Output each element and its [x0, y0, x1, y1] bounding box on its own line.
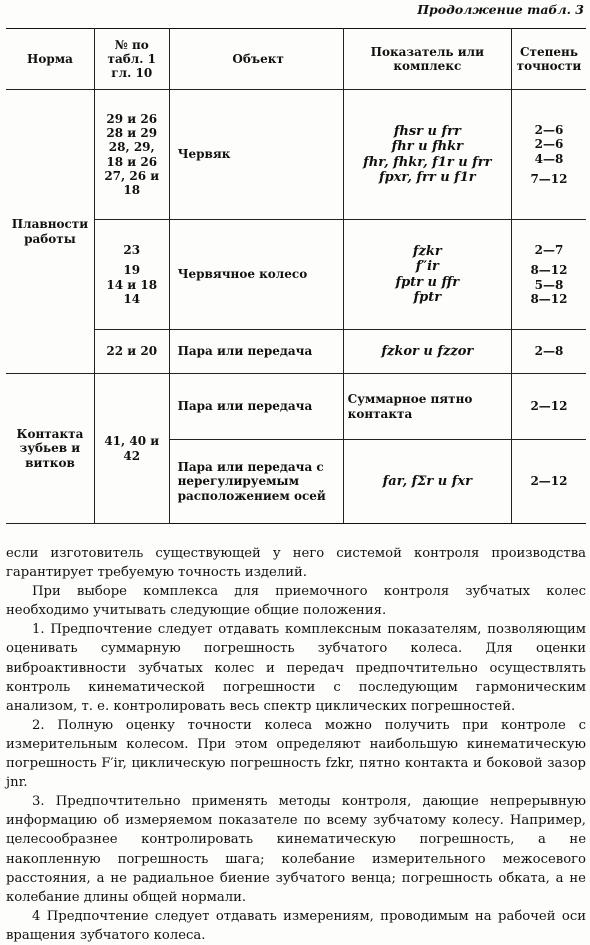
worm-degrees: [511, 90, 586, 220]
degree-value: 2—7: [534, 243, 564, 258]
wheel-indicators: [343, 220, 511, 330]
header-degree: Степень точности: [511, 29, 586, 90]
running-head: Продолжение табл. 3: [417, 2, 584, 17]
worm-refs: [94, 90, 169, 220]
degree-value: 4—8: [534, 151, 564, 166]
unregulated-indicator: [343, 440, 511, 524]
body-text: [6, 544, 586, 945]
norm-contact: Контакта зубьев и витков: [6, 374, 94, 524]
indicator-value: fptr и ffr: [395, 274, 460, 290]
unregulated-degree: 2—12: [511, 440, 586, 524]
header-ref: № по табл. 1 гл. 10: [94, 29, 169, 90]
pair-indicator: [343, 330, 511, 374]
paragraph: 4 Предпочтение следует отдавать измерениям, проводимым на рабочей оси вращения зубчатого колеса.: [6, 908, 586, 943]
indicator-value: fhr и fhkr: [391, 139, 463, 155]
indicator-value: far, fΣr и fxr: [382, 473, 472, 489]
contact-degree: 2—12: [511, 374, 586, 440]
object-unregulated-pair: Пара или передача с нерегулируемым расположением осей: [169, 440, 343, 524]
table-header-row: [6, 29, 586, 90]
wheel-degrees: [511, 220, 586, 330]
norm-smoothness: Плавности работы: [6, 90, 94, 374]
degree-value: 5—8: [534, 277, 564, 292]
degree-value: 8—12: [530, 291, 568, 306]
indicator-value: f″ir: [415, 259, 439, 275]
ref-value: 19: [123, 263, 141, 278]
paragraph: 3. Предпочтительно применять методы контроля, дающие непрерывную информацию об измеряемом показателе по всему зубчатому колесу. Например, целесообразнее контролировать кинематическую погрешность, а не накопленную погрешность шага; колебание измерительного межосевого расстояния, а не радиальное биение зубчатого венца; погрешность обката, а не колебание длины общей нормали.: [6, 794, 586, 905]
contact-ref: 41, 40 и 42: [94, 374, 169, 524]
object-contact-pair: Пара или передача: [169, 374, 343, 440]
contact-indicator: Суммарное пятно контакта: [343, 374, 511, 440]
indicator-value: fhr, fhkr, f1r и frr: [363, 154, 492, 170]
paragraph: 2. Полную оценку точности колеса можно получить при контроле с измерительным колесом. При этом определяют наибольшую кинематическую погрешность F′ir, циклическую погрешность fzkr, пятно контакта и боковой зазор jnr.: [6, 717, 586, 791]
object-worm: Червяк: [169, 90, 343, 220]
header-norm: Норма: [6, 29, 94, 90]
paragraph: При выборе комплекса для приемочного контроля зубчатых колес необходимо учитывать следующие общие положения.: [6, 584, 586, 619]
object-worm-wheel: Червячное колесо: [169, 220, 343, 330]
worm-indicators: [343, 90, 511, 220]
object-pair: Пара или передача: [169, 330, 343, 374]
ref-value: 23: [123, 243, 141, 258]
ref-value: 29 и 26: [106, 112, 158, 127]
ref-value: 14 и 18: [106, 277, 158, 292]
ref-value: 28, 29, 18 и 26: [106, 140, 158, 169]
pair-degree: 2—8: [511, 330, 586, 374]
wheel-refs: [94, 220, 169, 330]
table-row: [6, 374, 586, 440]
degree-value: 8—12: [530, 263, 568, 278]
indicator-value: fptr: [413, 289, 442, 305]
indicator-value: fzkor и fzzor: [381, 343, 474, 359]
accuracy-table: [6, 28, 586, 524]
pair-ref: 22 и 20: [94, 330, 169, 374]
indicator-value: fzkr: [412, 243, 442, 259]
indicator-value: fhsr и frr: [393, 123, 461, 139]
degree-value: 7—12: [530, 171, 568, 186]
header-object: Объект: [169, 29, 343, 90]
table-row: [6, 90, 586, 220]
paragraph: 1. Предпочтение следует отдавать комплексным показателям, позволяющим оценивать суммарную погрешность зубчатого колеса. Для оценки виброактивности зубчатых колес и передач предпочтительно осуществлять контроль кинематической погрешности с последующим гармоническим анализом, т. е. контролировать весь спектр циклических погрешностей.: [6, 622, 586, 714]
paragraph: если изготовитель существующей у него системой контроля производства гарантирует требуемую точность изделий.: [6, 546, 586, 581]
header-indicator: Показатель или комплекс: [343, 29, 511, 90]
ref-value: 27, 26 и 18: [104, 168, 160, 197]
degree-value: 2—6: [534, 123, 564, 138]
indicator-value: fpxr, frr и f1r: [378, 169, 476, 185]
degree-value: 2—6: [534, 137, 564, 152]
ref-value: 28 и 29: [106, 126, 158, 141]
ref-value: 14: [123, 291, 141, 306]
